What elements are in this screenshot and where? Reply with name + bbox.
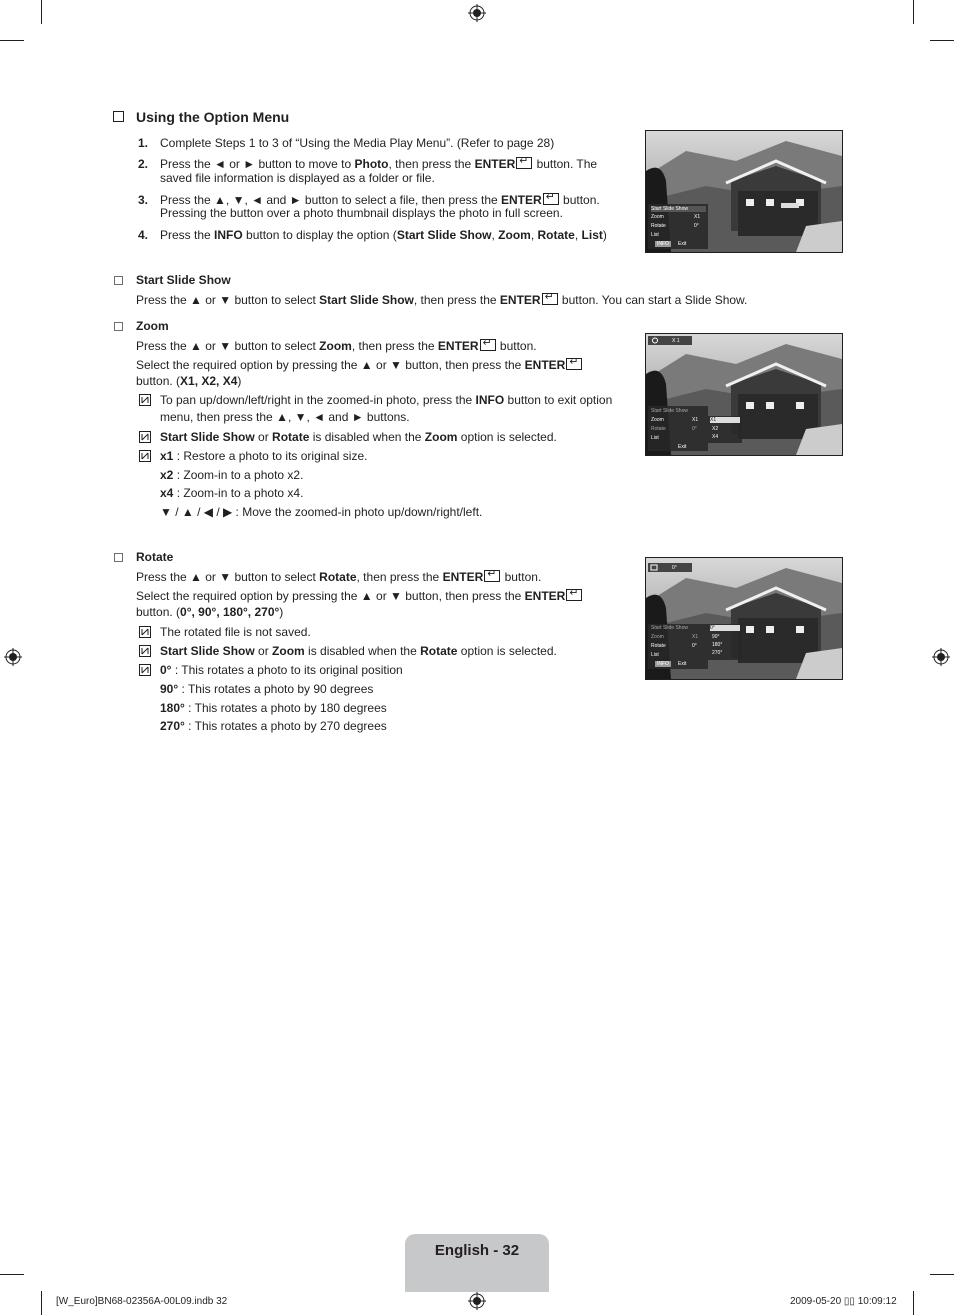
submenu-option: 180° — [712, 642, 723, 648]
rotate-option: 0° : This rotates a photo to its original position — [160, 663, 403, 677]
tv-screenshot-rotate — [645, 557, 843, 680]
note-text: menu, then press the ▲, ▼, ◄ and ► buttons. — [160, 410, 410, 424]
note-icon — [139, 431, 151, 443]
menu-value: 0° — [694, 223, 699, 229]
menu-item: Start Slide Show — [651, 206, 706, 212]
menu-value: 0° — [692, 643, 697, 649]
exit-label: Exit — [678, 241, 687, 247]
zoom-indicator: X 1 — [672, 338, 680, 344]
paragraph: Press the ▲ or ▼ button to select Zoom, then press the ENTER↵ button. — [136, 339, 537, 354]
step-number: 2. — [138, 157, 149, 171]
paragraph: button. (X1, X2, X4) — [136, 374, 242, 388]
zoom-option: x1 : Restore a photo to its original size. — [160, 449, 368, 463]
step-number: 3. — [138, 193, 149, 207]
note-icon — [139, 450, 151, 462]
note-icon — [139, 645, 151, 657]
step-text: Complete Steps 1 to 3 of “Using the Media Play Menu”. (Refer to page 28) — [160, 136, 555, 150]
registration-mark-icon — [468, 4, 486, 22]
enter-icon — [480, 339, 496, 351]
menu-item: List — [651, 652, 659, 658]
menu-value: X1 — [692, 417, 699, 423]
menu-item: Start Slide Show — [651, 408, 688, 414]
info-button: INFO — [657, 241, 669, 247]
step-text: Pressing the button over a photo thumbnail displays the photo in full screen. — [160, 206, 563, 220]
enter-icon — [543, 193, 559, 205]
note-text: The rotated file is not saved. — [160, 625, 311, 639]
note-icon — [139, 394, 151, 406]
menu-item: Rotate — [651, 643, 666, 649]
paragraph: Press the ▲ or ▼ button to select Start Slide Show, then press the ENTER↵ button. You can start a Slide Show. — [136, 293, 747, 308]
crop-mark — [0, 1274, 24, 1275]
submenu-option: X2 — [712, 426, 719, 432]
zoom-option: x4 : Zoom-in to a photo x4. — [160, 486, 304, 500]
crop-mark — [913, 1291, 914, 1315]
checkbox-bullet-icon — [113, 111, 124, 122]
subsection-title: Rotate — [136, 550, 174, 564]
submenu-option: 270° — [712, 650, 723, 656]
step-number: 4. — [138, 228, 149, 242]
enter-icon — [516, 157, 532, 169]
square-bullet-icon — [114, 322, 123, 331]
menu-item: List — [651, 435, 659, 441]
submenu-option: 0° — [710, 625, 740, 631]
enter-icon — [566, 358, 582, 370]
step-text: Press the ◄ or ► button to move to Photo, then press the ENTER↵ button. The — [160, 157, 597, 172]
tv-screenshot-zoom — [645, 333, 843, 456]
pan-instruction: ▼ / ▲ / ◀ / ▶ : Move the zoomed-in photo up/down/right/left. — [160, 505, 483, 519]
page-number: English - 32 — [434, 1242, 520, 1259]
note-icon — [139, 664, 151, 676]
submenu-option: X4 — [712, 434, 719, 440]
crop-mark — [41, 0, 42, 24]
subsection-title: Zoom — [136, 319, 169, 333]
step-number: 1. — [138, 136, 149, 150]
enter-icon — [566, 589, 582, 601]
info-button: INFO — [657, 661, 669, 667]
print-datetime: 2009-05-20 ▯▯ 10:09:12 — [790, 1296, 897, 1307]
menu-item: List — [651, 232, 659, 238]
print-file-info: [W_Euro]BN68-02356A-00L09.indb 32 — [56, 1296, 228, 1307]
menu-item: Start Slide Show — [651, 625, 688, 631]
enter-icon — [542, 293, 558, 305]
menu-item: Zoom — [651, 214, 664, 220]
tv-screenshot-option-menu — [645, 130, 843, 253]
square-bullet-icon — [114, 553, 123, 562]
rotate-indicator: 0° — [672, 565, 677, 571]
subsection-title: Start Slide Show — [136, 273, 231, 287]
note-text: Start Slide Show or Rotate is disabled when the Zoom option is selected. — [160, 430, 557, 444]
registration-mark-icon — [4, 648, 22, 666]
step-text: saved file information is displayed as a folder or file. — [160, 171, 435, 185]
paragraph: Press the ▲ or ▼ button to select Rotate, then press the ENTER↵ button. — [136, 570, 541, 585]
enter-icon — [484, 570, 500, 582]
exit-label: Exit — [678, 661, 687, 667]
registration-mark-icon — [468, 1292, 486, 1310]
crop-mark — [41, 1291, 42, 1315]
menu-value: X1 — [694, 214, 701, 220]
section-heading: Using the Option Menu — [136, 109, 290, 125]
menu-item: Rotate — [651, 223, 666, 229]
menu-item: Rotate — [651, 426, 666, 432]
crop-mark — [930, 40, 954, 41]
paragraph: Select the required option by pressing the ▲ or ▼ button, then press the ENTER↵ — [136, 589, 583, 604]
crop-mark — [913, 0, 914, 24]
step-text: Press the INFO button to display the option (Start Slide Show, Zoom, Rotate, List) — [160, 228, 607, 242]
menu-item: Zoom — [651, 417, 664, 423]
square-bullet-icon — [114, 276, 123, 285]
step-text: Press the ▲, ▼, ◄ and ► button to select a file, then press the ENTER↵ button. — [160, 193, 600, 208]
note-icon — [139, 626, 151, 638]
exit-label: Exit — [678, 444, 687, 450]
zoom-option: x2 : Zoom-in to a photo x2. — [160, 468, 304, 482]
note-text: To pan up/down/left/right in the zoomed-in photo, press the INFO button to exit option — [160, 393, 613, 407]
menu-value: X1 — [692, 634, 699, 640]
paragraph: Select the required option by pressing the ▲ or ▼ button, then press the ENTER↵ — [136, 358, 583, 373]
rotate-option: 270° : This rotates a photo by 270 degrees — [160, 719, 387, 733]
menu-value: 0° — [692, 426, 697, 432]
menu-item: Zoom — [651, 634, 664, 640]
crop-mark — [0, 40, 24, 41]
submenu-option: 90° — [712, 634, 720, 640]
paragraph: button. (0°, 90°, 180°, 270°) — [136, 605, 284, 619]
note-text: Start Slide Show or Zoom is disabled when the Rotate option is selected. — [160, 644, 557, 658]
rotate-option: 90° : This rotates a photo by 90 degrees — [160, 682, 374, 696]
rotate-option: 180° : This rotates a photo by 180 degrees — [160, 701, 387, 715]
crop-mark — [930, 1274, 954, 1275]
submenu-option: X1 — [710, 417, 740, 423]
registration-mark-icon — [932, 648, 950, 666]
